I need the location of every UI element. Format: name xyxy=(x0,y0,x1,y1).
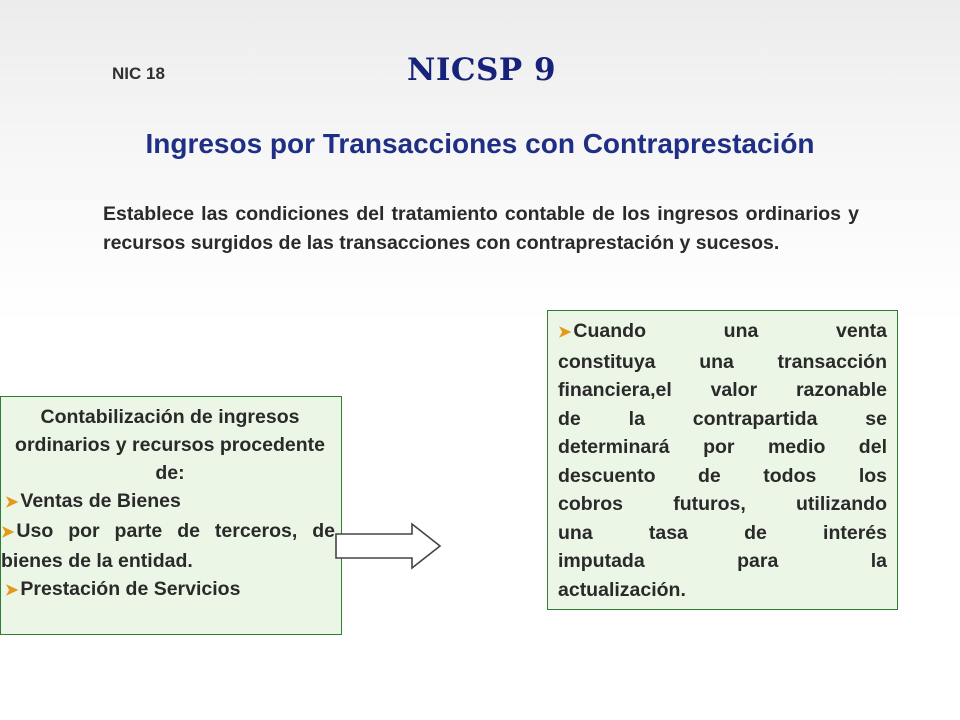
text-line: determinará por medio del xyxy=(558,436,887,458)
financial-transaction-box xyxy=(547,310,898,610)
text-line: financiera,el valor razonable xyxy=(558,379,887,401)
revenue-sources-box xyxy=(0,396,342,635)
right-arrow-icon xyxy=(334,522,444,570)
text-line: cobros futuros, utilizando xyxy=(558,493,887,515)
arrowhead-bullet-icon: ➤ xyxy=(5,494,19,511)
list-item xyxy=(5,487,335,517)
text-line: actualización. xyxy=(558,578,686,601)
revenue-sources-heading: Contabilización de ingresos ordinarios y recursos procedente de: xyxy=(15,406,325,484)
arrowhead-bullet-icon: ➤ xyxy=(5,582,19,599)
list-item xyxy=(1,517,335,575)
list-item-text: Uso por parte de terceros, de bienes de la entidad. xyxy=(1,520,335,572)
text-line: descuento de todos los xyxy=(558,464,887,487)
financial-transaction-text xyxy=(558,317,887,604)
list-item-text: Prestación de Servicios xyxy=(20,578,241,600)
text-line: imputada para la xyxy=(558,550,887,572)
arrowhead-bullet-icon: ➤ xyxy=(558,324,572,341)
text-line: ➤ Cuando una venta xyxy=(558,320,887,342)
list-item xyxy=(5,575,335,605)
nicsp-9-title: NICSP 9 xyxy=(407,52,557,88)
list-item-text: Ventas de Bienes xyxy=(20,490,181,512)
page-subtitle: Ingresos por Transacciones con Contraprestación xyxy=(145,128,815,159)
text-line: una tasa de interés xyxy=(558,521,887,544)
text-line: constituya una transacción xyxy=(558,350,887,373)
description-paragraph: Establece las condiciones del tratamiento contable de los ingresos ordinarios y recursos surgidos de las transacciones con contraprestación y sucesos. xyxy=(103,203,859,254)
nic-18-label: NIC 18 xyxy=(112,64,165,83)
arrowhead-bullet-icon: ➤ xyxy=(1,524,15,541)
text-line: de la contrapartida se xyxy=(558,407,887,430)
